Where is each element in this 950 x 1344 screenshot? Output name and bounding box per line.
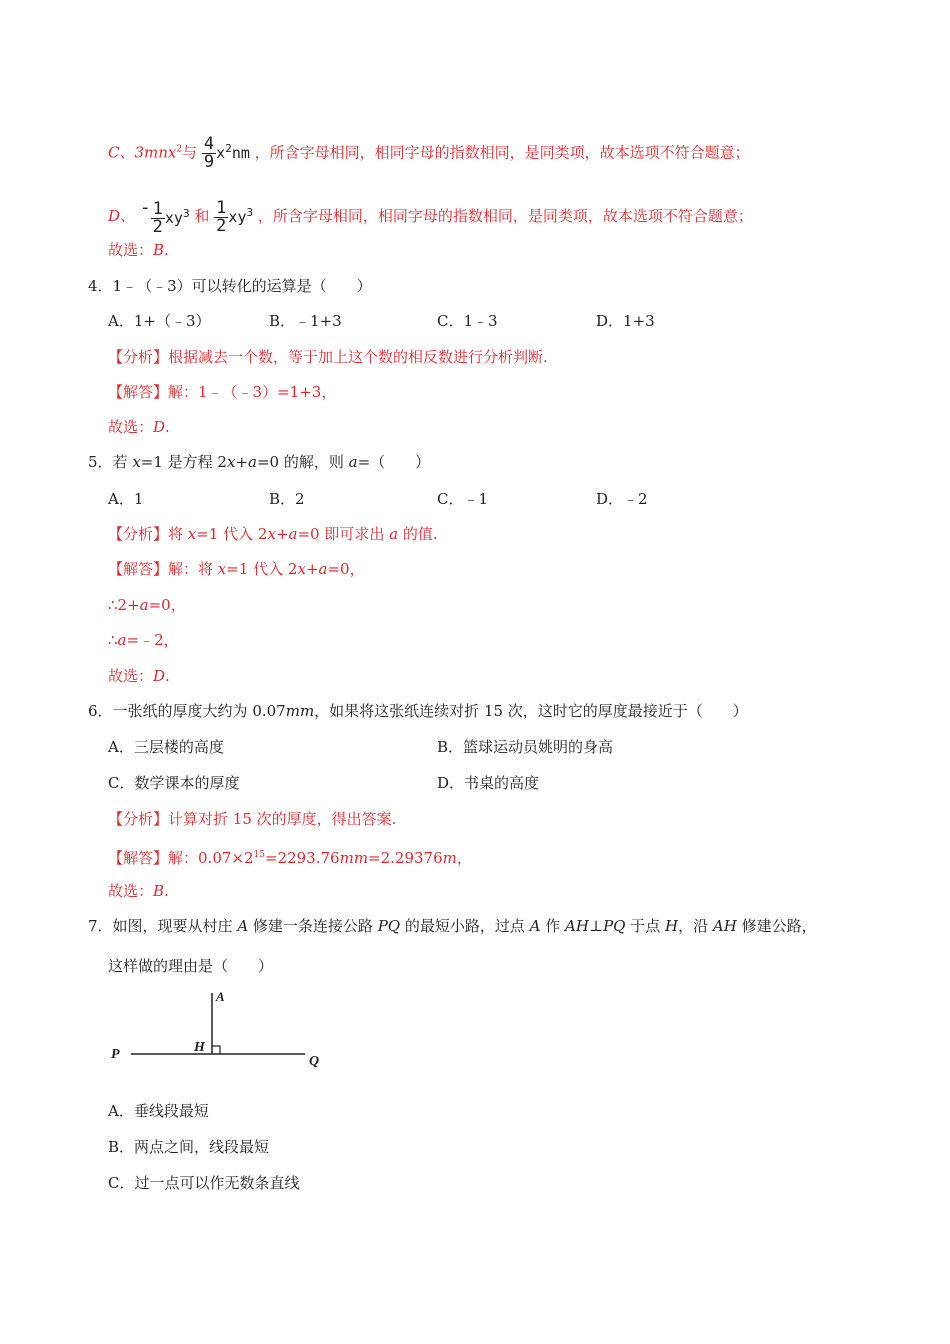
q6-choose: 故选：B. [108,882,169,900]
perpendicular-figure [105,985,335,1070]
explanation-c: C、3mnx$^2$与 $\frac{4}{9}$ $x^2nm$ ，所含字母相同，相同字母的指数相同，是同类项，故本选项不符合题意； [108,134,750,172]
q6-option-d: D．书桌的高度 [437,774,540,792]
q4-option-a: A．1+（﹣3） [108,312,211,330]
q5-option-d: D．﹣2 [596,490,648,508]
q7-stem-line2: 这样做的理由是（ ） [108,957,274,975]
q7-option-b: B．两点之间，线段最短 [108,1138,270,1156]
q6-option-a: A．三层楼的高度 [108,738,224,756]
label-p: P [111,1047,120,1062]
q5-stem: 5．若 x=1 是方程 2x+a=0 的解，则 a=（ ） [88,453,431,471]
fraction-4-9: $\frac{4}{9}$ [203,134,215,172]
q6-option-c: C．数学课本的厚度 [108,774,240,792]
q6-solution: 【解答】解：$0.07\times 2^{15}=2293.76mm=2.29376m$， [108,849,472,867]
q5-step2: ∴a=﹣2， [108,631,179,649]
explanation-d: D、 - $\frac{1}{2}$ $xy^3$ 和 $\frac{1}{2}$ $xy^3$ ，所含字母相同，相同字母的指数相同，是同类项，故本选项不符合题意； [108,197,753,237]
q4-option-d: D．1+3 [596,312,655,330]
q5-step1: ∴2+a=0， [108,596,186,614]
q7-option-a: A．垂线段最短 [108,1102,209,1120]
q5-option-b: B．2 [269,490,305,508]
label-h: H [194,1040,205,1055]
explanation-c-label: C、3 [108,143,145,162]
term-neg-half-xy3: - $\frac{1}{2}$ $xy^3$ [139,197,190,237]
q5-choose: 故选：D. [108,667,170,685]
q6-stem: 6．一张纸的厚度大约为 0.07mm，如果将这张纸连续对折 15 次，这时它的厚度最接近于（ ） [88,702,748,720]
q7-stem: 7．如图，现要从村庄 A 修建一条连接公路 PQ 的最短小路，过点 A 作 AH⊥PQ 于点 H，沿 AH 修建公路， [88,917,817,935]
q4-stem: 4．1﹣（﹣3）可以转化的运算是（ ） [88,277,372,295]
q3-choose: 故选：B. [108,241,169,259]
q6-analysis: 【分析】计算对折 15 次的厚度，得出答案. [108,810,397,828]
q5-analysis: 【分析】将 x=1 代入 2x+a=0 即可求出 a 的值. [108,525,438,543]
q5-solution: 【解答】解：将 x=1 代入 2x+a=0， [108,560,365,578]
q4-analysis: 【分析】根据减去一个数，等于加上这个数的相反数进行分析判断. [108,348,548,366]
q4-solution: 【解答】解：1﹣（﹣3）=1+3， [108,383,337,401]
q4-option-b: B．﹣1+3 [269,312,342,330]
term-4-9-x2nm: $\frac{4}{9}$ $x^2nm$ [203,134,250,172]
q5-option-a: A．1 [108,490,144,508]
right-angle-mark [212,1046,220,1054]
q7-option-c: C．过一点可以作无数条直线 [108,1174,300,1192]
explanation-d-label: D、 [108,207,136,225]
q4-option-c: C．1﹣3 [437,312,498,330]
label-a: A [216,989,225,1004]
q5-option-c: C．﹣1 [437,490,489,508]
q4-choose: 故选：D. [108,418,170,436]
q6-option-b: B．篮球运动员姚明的身高 [437,738,614,756]
label-q: Q [309,1054,320,1069]
term-half-xy3: $\frac{1}{2}$ $xy^3$ [216,197,254,236]
